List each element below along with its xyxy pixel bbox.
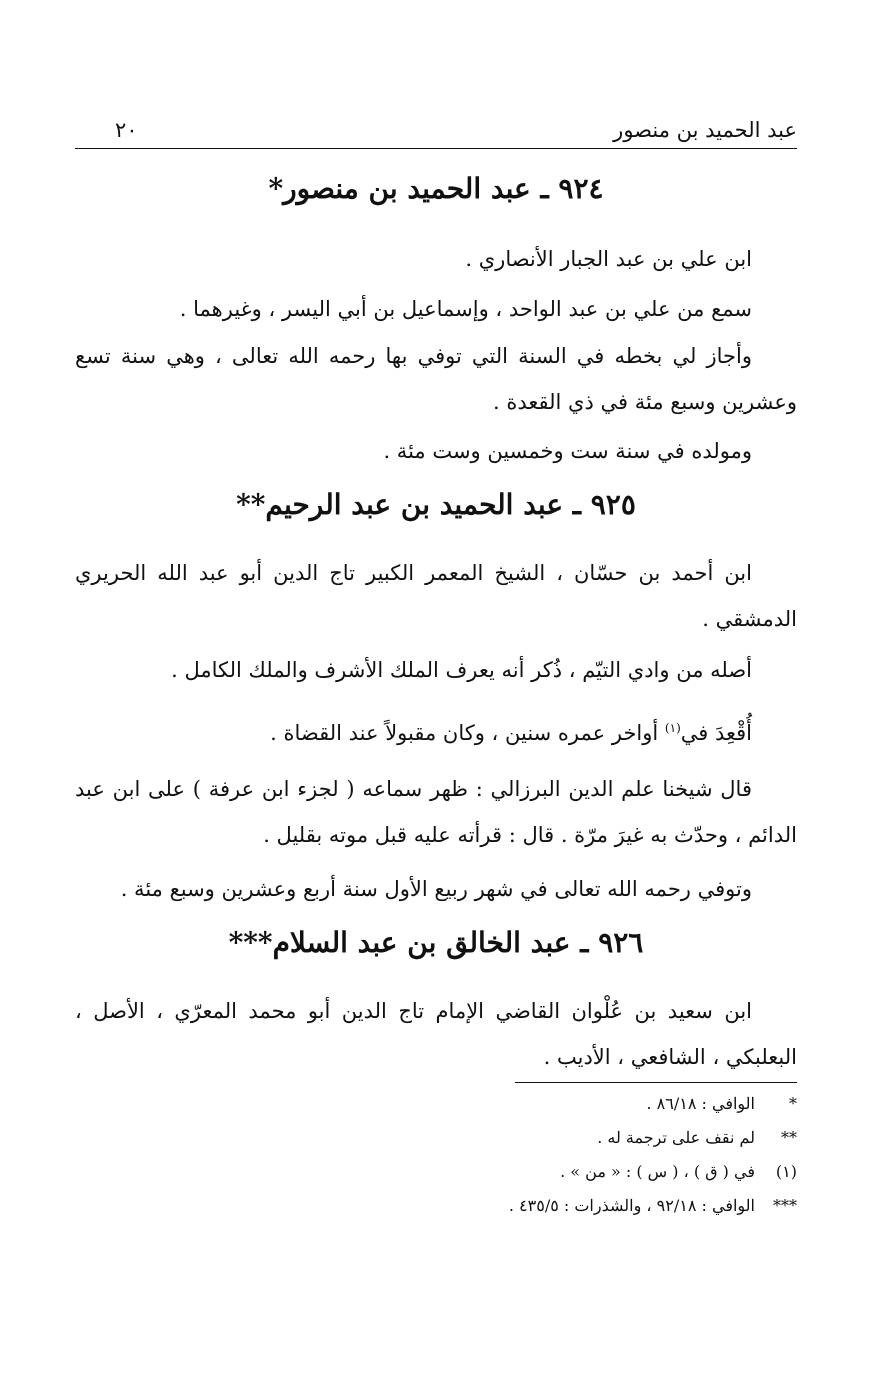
footnote-mark: *** [773,1196,797,1215]
running-title: عبد الحميد بن منصور [613,118,797,142]
paragraph: وأجاز لي بخطه في السنة التي توفي بها رحمه الله تعالى ، وهي سنة تسع وعشرين وسبع مئة في ذي القعدة . [75,344,797,414]
footnote [97,1094,797,1114]
footnote-text: الوافي : ٩٢/١٨ ، والشذرات : ٤٣٥/٥ . [508,1196,755,1215]
paragraph: ابن علي بن عبد الجبار الأنصاري . [465,247,752,271]
paragraph: ومولده في سنة ست وخمسين وست مئة . [383,439,752,463]
paragraph-aqida [75,705,797,756]
page-number: ٢٠ [115,118,138,142]
paragraph: أصله من وادي التيّم ، ذُكر أنه يعرف الملك الأشرف والملك الكامل . [171,658,752,682]
footnote-text: لم نقف على ترجمة له . [597,1128,755,1147]
aqida-rest: أواخر عمره سنين ، وكان مقبولاً عند القضاة . [270,721,665,745]
entry-title-925: ٩٢٥ ـ عبد الحميد بن عبد الرحيم** [236,488,636,521]
footnote-separator [515,1082,797,1083]
aqida-word: أُقْعِدَ في [680,721,752,745]
footnote-text: في ( ق ) ، ( س ) : « من » . [560,1162,755,1181]
running-header [75,118,797,149]
paragraph: قال شيخنا علم الدين البرزالي : ظهر سماعه ( لجزء ابن عرفة ) على ابن عبد الدائم ، وحدّث به غيرَ مرّة . قال : قرأته عليه قبل موته بقليل . [75,777,797,847]
footnote-mark: (١) [775,1162,797,1181]
paragraph: سمع من علي بن عبد الواحد ، وإسماعيل بن أبي اليسر ، وغيرهما . [179,297,752,321]
paragraph: ابن سعيد بن عُلْوان القاضي الإمام تاج الدين أبو محمد المعرّي ، الأصل ، البعلبكي ، الشافعي ، الأديب . [75,999,797,1069]
footnote-ref-1: (١) [664,721,681,735]
footnote-mark: ** [781,1128,797,1147]
footnote [97,1128,797,1148]
footnote [97,1162,797,1182]
footnote [97,1196,797,1216]
paragraph: وتوفي رحمه الله تعالى في شهر ربيع الأول سنة أربع وعشرين وسبع مئة . [120,877,752,901]
footnote-mark: * [789,1094,797,1113]
entry-title-926: ٩٢٦ ـ عبد الخالق بن عبد السلام*** [228,926,644,959]
entry-title-924: ٩٢٤ ـ عبد الحميد بن منصور* [268,172,604,205]
footnote-text: الوافي : ٨٦/١٨ . [646,1094,755,1113]
paragraph: ابن أحمد بن حسّان ، الشيخ المعمر الكبير تاج الدين أبو عبد الله الحريري الدمشقي . [75,561,797,631]
